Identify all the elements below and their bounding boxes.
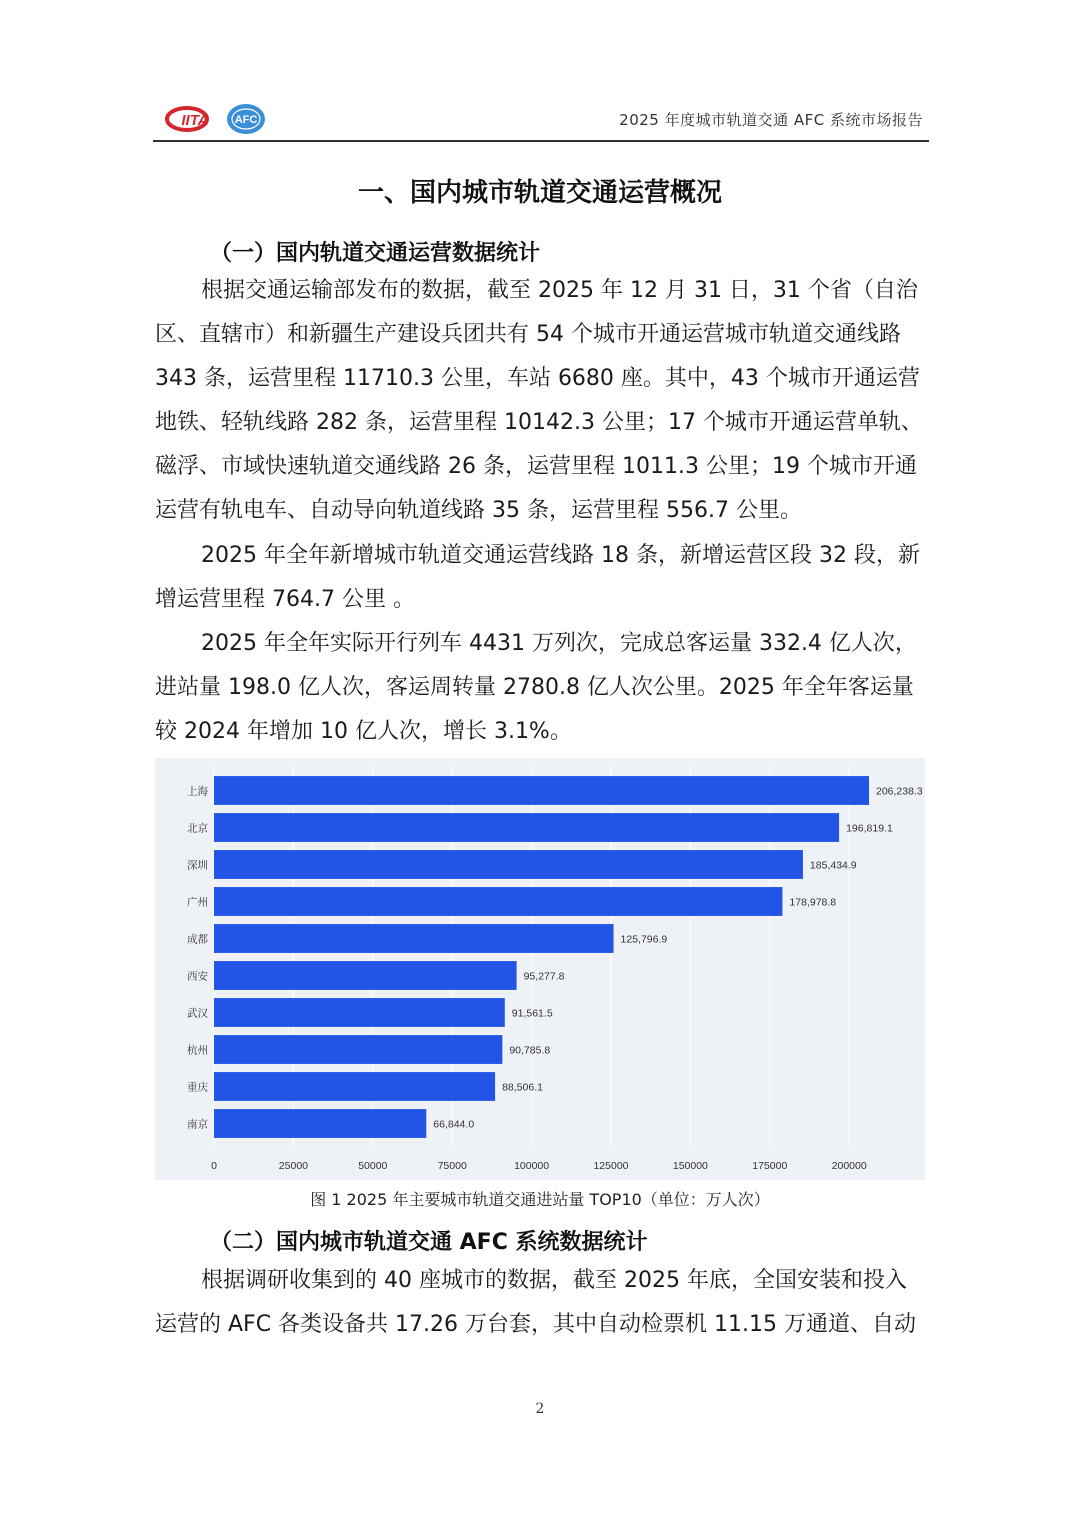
x-tick-label: 0: [211, 1160, 217, 1172]
bar: [214, 776, 869, 805]
section-title: 一、国内城市轨道交通运营概况: [357, 178, 722, 208]
subsection-title-2: （二）国内城市轨道交通 AFC 系统数据统计: [210, 1230, 648, 1255]
value-label: 66,844.0: [433, 1118, 475, 1131]
bar: [214, 924, 614, 953]
category-label: 上海: [187, 785, 208, 798]
category-label: 西安: [187, 970, 208, 983]
bar-chart-svg: [155, 758, 925, 1180]
bar: [214, 1035, 502, 1064]
figure-caption: 图 1 2025 年主要城市轨道交通进站量 TOP10（单位：万人次）: [310, 1190, 770, 1209]
bar: [214, 1109, 426, 1138]
value-label: 185,434.9: [809, 859, 857, 872]
value-label: 206,238.3: [876, 785, 923, 798]
iita-logo-text: IITA: [181, 112, 209, 129]
x-tick-label: 125000: [593, 1160, 629, 1172]
bar: [214, 813, 839, 842]
x-tick-label: 100000: [514, 1160, 550, 1172]
category-label: 南京: [187, 1118, 208, 1131]
paragraph-afc-devices: 根据调研收集到的 40 座城市的数据，截至 2025 年底，全国安装和投入运营的 AFC 各类设备共 17.26 万台套，其中自动检票机 11.15 万通道、自动: [155, 1268, 916, 1337]
value-label: 125,796.9: [620, 933, 668, 946]
afc-logo: [225, 102, 267, 136]
category-label: 北京: [187, 822, 208, 835]
subsection-title-1: （一）国内轨道交通运营数据统计: [210, 241, 541, 266]
category-label: 成都: [187, 933, 208, 946]
value-label: 90,785.8: [509, 1044, 551, 1057]
value-label: 178,978.8: [789, 896, 837, 909]
value-label: 196,819.1: [846, 822, 893, 835]
x-tick-label: 175000: [752, 1160, 788, 1172]
x-tick-label: 150000: [672, 1160, 708, 1172]
x-tick-label: 75000: [437, 1160, 467, 1172]
page-number: 2: [535, 1401, 545, 1417]
bar-chart: [155, 758, 925, 1180]
bar: [214, 887, 782, 916]
paragraph-operations: 根据交通运输部发布的数据，截至 2025 年 12 月 31 日，31 个省（自治区、直辖市）和新疆生产建设兵团共有 54 个城市开通运营城市轨道交通线路 343 条，运营里程 11710.3 公里，车站 6680 座。其中，43 个城市开通运营地铁、轻轨线路 282 条，运营里程 10142.3 公里；17 个城市开通运营单轨、磁浮、市域快速轨道交通线路 26 条，运营里程 1011.3 公里；19 个城市开通运营有轨电车、自动导向轨道线路 35 条，运营里程 556.7 公里。: [155, 278, 923, 523]
category-label: 深圳: [187, 859, 208, 872]
bar: [214, 961, 517, 990]
iita-logo: [165, 104, 217, 134]
category-label: 杭州: [187, 1044, 208, 1057]
x-tick-label: 200000: [831, 1160, 867, 1172]
bar: [214, 850, 803, 879]
value-label: 91,561.5: [511, 1007, 553, 1020]
paragraph-passenger-volume: 2025 年全年实际开行列车 4431 万列次，完成总客运量 332.4 亿人次，进站量 198.0 亿人次，客运周转量 2780.8 亿人次公里。2025 年全年客运量较 2024 年增加 10 亿人次，增长 3.1%。: [155, 631, 917, 744]
x-tick-label: 50000: [358, 1160, 388, 1172]
afc-logo-text: AFC: [234, 114, 258, 126]
value-label: 88,506.1: [502, 1081, 543, 1094]
report-title: 2025 年度城市轨道交通 AFC 系统市场报告: [619, 111, 923, 129]
category-label: 广州: [187, 896, 208, 909]
value-label: 95,277.8: [523, 970, 565, 983]
page-header: [153, 100, 929, 142]
category-label: 重庆: [187, 1081, 208, 1094]
x-tick-label: 25000: [278, 1160, 308, 1172]
bar: [214, 998, 505, 1027]
category-label: 武汉: [187, 1007, 208, 1020]
bar: [214, 1072, 495, 1101]
paragraph-new-lines: 2025 年全年新增城市轨道交通运营线路 18 条，新增运营区段 32 段，新增运营里程 764.7 公里 。: [155, 543, 920, 612]
